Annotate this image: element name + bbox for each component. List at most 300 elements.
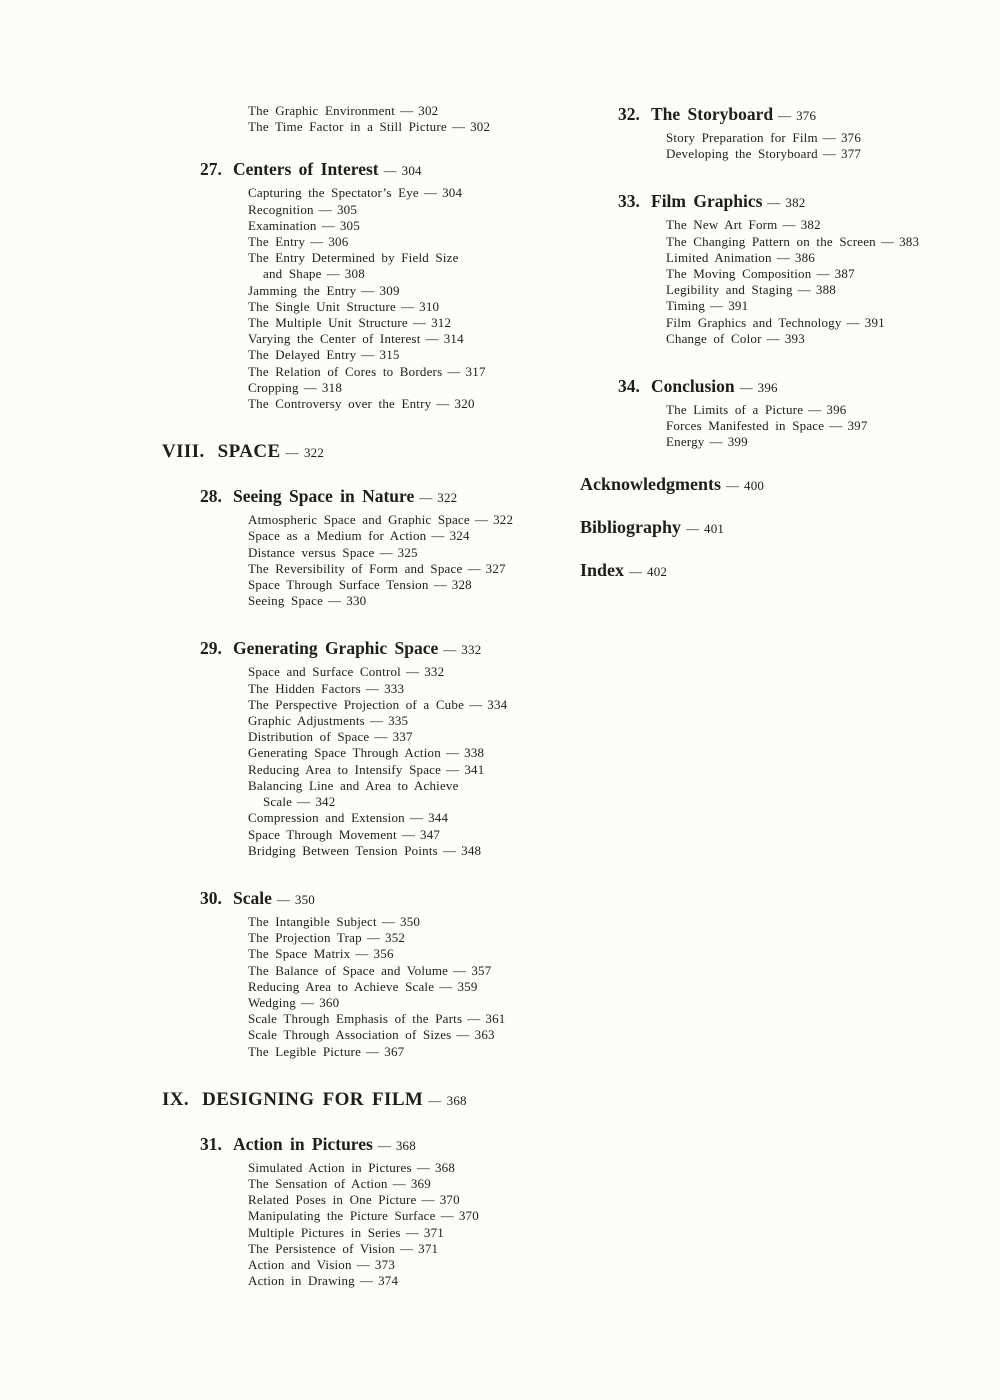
page-number: 377	[841, 146, 862, 162]
toc-subentry	[666, 217, 992, 233]
toc-subentry	[248, 1044, 567, 1060]
subentry-text: Reducing Area to Intensify Space	[248, 761, 442, 777]
em-dash: —	[326, 266, 340, 282]
subentry-text: Forces Manifested in Space	[666, 418, 825, 434]
toc-subentry-line	[248, 681, 567, 697]
toc-subentry	[248, 593, 567, 609]
toc-subentry-line	[248, 914, 567, 930]
toc-subentry-line	[248, 545, 567, 561]
toc-subentry	[666, 298, 992, 314]
toc-subentry-line	[248, 593, 567, 609]
subentry-text: Space Through Surface Tension	[248, 577, 429, 593]
chapter-number: 34.	[618, 376, 640, 397]
subentry-text: Change of Color	[666, 330, 762, 346]
toc-subentry-line	[248, 843, 567, 859]
page-number: 334	[487, 696, 508, 712]
toc-subentry	[248, 946, 567, 962]
toc-subentry-line	[248, 1241, 567, 1257]
chapter-title: Generating Graphic Space	[233, 638, 439, 659]
toc-subentry	[248, 681, 567, 697]
toc-subentry	[248, 380, 567, 396]
toc-subentry-line	[248, 664, 567, 680]
toc-subentry-line	[666, 331, 992, 347]
em-dash: —	[766, 330, 780, 346]
chapter-number: 33.	[618, 191, 640, 212]
em-dash: —	[383, 163, 397, 179]
page-number: 302	[470, 119, 491, 135]
toc-subentry-line	[248, 218, 567, 234]
toc-subentry	[248, 914, 567, 930]
toc-subentry	[248, 577, 567, 593]
chapter-number: 31.	[200, 1133, 222, 1154]
toc-chapter	[580, 103, 992, 162]
chapter-number: 28.	[200, 486, 222, 507]
toc-subentry-line	[248, 185, 567, 201]
toc-subentry-list	[248, 914, 567, 1060]
toc-subentry-line	[248, 810, 567, 826]
toc-subentry	[248, 729, 567, 745]
subentry-text: Legibility and Staging	[666, 282, 793, 298]
em-dash: —	[328, 593, 342, 609]
toc-subentry	[248, 299, 567, 315]
toc-subentry-line	[248, 979, 567, 995]
toc-column-right	[580, 103, 992, 583]
toc-subentry-line	[666, 282, 992, 298]
toc-subentry-line	[248, 561, 567, 577]
em-dash: —	[369, 713, 384, 729]
part-numeral: IX.	[162, 1088, 190, 1110]
em-dash: —	[629, 563, 643, 579]
subentry-text: The Relation of Cores to Borders	[248, 363, 443, 379]
subentry-text: Action and Vision	[248, 1256, 352, 1272]
page-number: 368	[434, 1159, 456, 1175]
toc-subentry	[248, 396, 567, 412]
subentry-text: Recognition	[248, 201, 314, 217]
subentry-text: Multiple Pictures in Series	[248, 1224, 401, 1240]
page-number: 318	[321, 379, 343, 395]
em-dash: —	[301, 994, 315, 1010]
toc-subentry-line	[248, 827, 567, 843]
subentry-text: The Limits of a Picture	[666, 402, 804, 418]
em-dash: —	[469, 696, 483, 712]
backmatter-title: Bibliography	[580, 516, 682, 537]
subentry-text: The Balance of Space and Volume	[248, 962, 449, 978]
toc-subentry-line	[248, 963, 567, 979]
toc-subentry-line	[248, 745, 567, 761]
em-dash: —	[379, 544, 393, 560]
toc-subentry	[248, 202, 567, 218]
toc-subentry-list	[666, 402, 992, 451]
toc-subentry	[248, 1241, 567, 1257]
page-number: 369	[410, 1175, 431, 1191]
em-dash: —	[453, 962, 467, 978]
toc-chapter-heading	[200, 1133, 567, 1157]
subentry-text: Distance versus Space	[248, 544, 375, 560]
toc-subentry-line	[248, 729, 567, 745]
toc-subentry-line	[666, 146, 992, 162]
em-dash: —	[392, 1175, 406, 1191]
em-dash: —	[400, 298, 415, 314]
toc-subentry	[666, 250, 992, 266]
toc-subentry-line	[248, 1176, 567, 1192]
subentry-text: The Legible Picture	[248, 1043, 362, 1059]
page-number: 399	[727, 434, 748, 450]
page-number: 325	[397, 544, 418, 560]
toc-subentry-list	[248, 512, 567, 609]
toc-subentry	[248, 315, 567, 331]
toc-subentry-line	[248, 202, 567, 218]
page-number: 370	[458, 1208, 479, 1224]
page-number: 401	[704, 520, 725, 536]
toc-subentry	[248, 119, 567, 135]
page-number: 397	[847, 418, 868, 434]
chapter-number: 32.	[618, 104, 640, 124]
em-dash: —	[303, 379, 317, 395]
toc-subentry-line	[248, 250, 567, 266]
em-dash: —	[709, 434, 723, 450]
subentry-text: Manipulating the Picture Surface	[248, 1208, 436, 1224]
page-number: 368	[446, 1092, 467, 1108]
toc-subentry-line	[248, 1257, 567, 1273]
page-number: 309	[379, 282, 400, 298]
toc-chapter-heading	[618, 375, 992, 399]
subentry-text: The Intangible Subject	[248, 913, 377, 929]
page-number: 386	[794, 249, 816, 265]
subentry-text: Space and Surface Control	[248, 664, 401, 680]
toc-subentry-line	[248, 1011, 567, 1027]
subentry-text: Scale Through Emphasis of the Parts	[248, 1011, 463, 1027]
toc-subentry	[248, 1027, 567, 1043]
backmatter-title: Index	[580, 559, 625, 580]
toc-subentry-line	[248, 315, 567, 331]
toc-subentry-line	[248, 794, 567, 810]
page-number: 350	[400, 913, 421, 929]
toc-subentry	[666, 282, 992, 298]
toc-part	[162, 440, 567, 465]
toc-subentry-line	[248, 283, 567, 299]
subentry-text: Generating Space Through Action	[248, 745, 441, 761]
part-title: SPACE	[217, 441, 281, 463]
subentry-text: Balancing Line and Area to Achieve	[248, 777, 459, 793]
toc-chapter	[162, 887, 567, 1060]
toc-subentry	[248, 979, 567, 995]
subentry-text: Cropping	[248, 379, 299, 395]
subentry-text: The Controversy over the Entry	[248, 396, 432, 412]
page-number: 335	[388, 713, 409, 729]
em-dash: —	[442, 842, 457, 858]
subentry-text: The Sensation of Action	[248, 1175, 388, 1191]
toc-subentry-line	[248, 380, 567, 396]
page-number: 360	[319, 994, 340, 1010]
page-number: 322	[437, 490, 458, 506]
em-dash: —	[467, 1011, 481, 1027]
toc-chapter	[162, 485, 567, 609]
page-number: 368	[395, 1137, 416, 1153]
page-number: 327	[485, 560, 506, 576]
subentry-text: and Shape	[263, 266, 322, 282]
subentry-text: The Entry	[248, 234, 306, 250]
page-number: 388	[815, 282, 836, 298]
subentry-text: Simulated Action in Pictures	[248, 1159, 412, 1175]
em-dash: —	[467, 560, 481, 576]
subentry-text: Reducing Area to Achieve Scale	[248, 978, 435, 994]
toc-part	[162, 1088, 567, 1113]
toc-subentry-line	[248, 762, 567, 778]
subentry-text: Space as a Medium for Action	[248, 528, 427, 544]
toc-part-heading	[162, 1088, 567, 1113]
toc-chapter	[162, 637, 567, 858]
toc-subentry-line	[666, 402, 992, 418]
em-dash: —	[436, 396, 450, 412]
em-dash: —	[356, 1256, 370, 1272]
toc-subentry-line	[666, 418, 992, 434]
toc-subentry	[248, 528, 567, 544]
page-number: 341	[464, 761, 485, 777]
subentry-text: Compression and Extension	[248, 810, 405, 826]
chapter-title: Action in Pictures	[233, 1133, 373, 1154]
em-dash: —	[797, 282, 811, 298]
toc-subentry-line	[248, 103, 567, 119]
toc-chapter-heading	[200, 887, 567, 911]
subentry-text: The New Art Form	[666, 217, 778, 233]
toc-subentry	[248, 963, 567, 979]
page-number: 376	[840, 130, 862, 145]
toc-chapter	[580, 375, 992, 451]
toc-subentry	[248, 561, 567, 577]
page-number: 352	[385, 930, 406, 946]
toc-subentry	[248, 1273, 567, 1289]
toc-subentry-list	[248, 664, 567, 858]
toc-subentry-line	[666, 250, 992, 266]
em-dash: —	[739, 380, 753, 396]
em-dash: —	[451, 119, 466, 135]
toc-backmatter-entry	[580, 516, 992, 540]
toc-backmatter-heading	[580, 559, 992, 583]
toc-subentry-line	[248, 364, 567, 380]
em-dash: —	[321, 217, 335, 233]
page-number: 370	[439, 1192, 460, 1208]
em-dash: —	[776, 249, 790, 265]
em-dash: —	[686, 520, 700, 536]
subentry-text: The Moving Composition	[666, 266, 812, 282]
toc-subentry	[248, 930, 567, 946]
page-number: 382	[785, 195, 806, 211]
page-number: 322	[493, 512, 514, 528]
page-number: 350	[294, 891, 315, 907]
page-number: 308	[344, 266, 365, 282]
em-dash: —	[361, 282, 375, 298]
toc-subentry-line	[248, 347, 567, 363]
page-number: 382	[800, 217, 821, 233]
toc-chapter-heading	[200, 637, 567, 661]
page-number: 315	[379, 347, 400, 363]
toc-subentry-line	[248, 1273, 567, 1289]
em-dash: —	[446, 761, 460, 777]
em-dash: —	[822, 130, 836, 145]
page-number: 302	[418, 103, 439, 118]
subentry-text: The Projection Trap	[248, 930, 362, 946]
em-dash: —	[423, 185, 438, 201]
toc-subentry	[248, 250, 567, 282]
subentry-text: Varying the Center of Interest	[248, 331, 421, 347]
toc-subentry	[248, 995, 567, 1011]
em-dash: —	[401, 826, 416, 842]
toc-subentry	[666, 418, 992, 434]
toc-chapter-heading	[200, 485, 567, 509]
em-dash: —	[355, 946, 369, 962]
em-dash: —	[710, 298, 724, 314]
em-dash: —	[409, 810, 424, 826]
toc-subentry	[666, 402, 992, 418]
subentry-text: Distribution of Space	[248, 729, 370, 745]
em-dash: —	[421, 1192, 435, 1208]
page-number: 342	[315, 794, 336, 810]
subentry-text: Story Preparation for Film	[666, 130, 818, 145]
page-number: 376	[796, 108, 817, 123]
page-number: 348	[461, 842, 482, 858]
subentry-text: Graphic Adjustments	[248, 713, 365, 729]
toc-backmatter-heading	[580, 473, 992, 497]
chapter-number: 27.	[200, 159, 222, 180]
em-dash: —	[310, 234, 324, 250]
page-number: 310	[419, 298, 440, 314]
em-dash: —	[846, 314, 860, 330]
em-dash: —	[405, 1224, 419, 1240]
toc-column-left	[162, 103, 567, 1289]
subentry-text: Wedging	[248, 994, 297, 1010]
toc-subentry-line	[248, 577, 567, 593]
page-number: 391	[728, 298, 749, 314]
toc-subentry	[248, 1176, 567, 1192]
chapter-title: The Storyboard	[651, 104, 774, 124]
em-dash: —	[318, 201, 332, 217]
em-dash: —	[374, 729, 388, 745]
toc-backmatter-entry	[580, 559, 992, 583]
toc-subentry-line	[248, 713, 567, 729]
em-dash: —	[425, 331, 439, 347]
em-dash: —	[726, 477, 740, 493]
toc-subentry	[248, 185, 567, 201]
toc-subentry-line	[248, 930, 567, 946]
em-dash: —	[782, 217, 796, 233]
subentry-text: The Time Factor in a Still Picture	[248, 119, 447, 135]
em-dash: —	[433, 577, 447, 593]
page-number: 367	[384, 1043, 405, 1059]
subentry-text: The Perspective Projection of a Cube	[248, 696, 465, 712]
em-dash: —	[439, 978, 453, 994]
toc-subentry-line	[248, 234, 567, 250]
toc-subentry-line	[666, 266, 992, 282]
toc-subentry-line	[248, 1225, 567, 1241]
toc-subentry-list	[666, 217, 992, 347]
subentry-text: Limited Animation	[666, 249, 772, 265]
em-dash: —	[285, 445, 299, 461]
toc-subentry-list	[248, 185, 567, 412]
toc-chapter	[162, 1133, 567, 1290]
em-dash: —	[400, 103, 414, 118]
page-number: 387	[834, 266, 855, 282]
page-number: 304	[442, 185, 463, 201]
toc-subentry	[666, 331, 992, 347]
subentry-text: The Delayed Entry	[248, 347, 357, 363]
page-number: 356	[373, 946, 394, 962]
page-number: 328	[451, 577, 472, 593]
toc-subentry	[248, 713, 567, 729]
toc-subentry	[248, 331, 567, 347]
em-dash: —	[419, 490, 433, 506]
em-dash: —	[440, 1208, 454, 1224]
toc-subentry	[248, 810, 567, 826]
page-number: 337	[392, 729, 413, 745]
page-number: 344	[428, 810, 449, 826]
toc-subentry	[666, 130, 992, 146]
em-dash: —	[365, 680, 380, 696]
page-number: 393	[784, 330, 805, 346]
subentry-text: Seeing Space	[248, 593, 324, 609]
toc-subentry-line	[248, 946, 567, 962]
em-dash: —	[767, 195, 781, 211]
subentry-text: Atmospheric Space and Graphic Space	[248, 512, 470, 528]
page-number: 374	[378, 1273, 399, 1289]
toc-subentry	[248, 1160, 567, 1176]
page-number: 304	[401, 163, 422, 179]
subentry-text: Jamming the Entry	[248, 282, 357, 298]
page-number: 330	[346, 593, 367, 609]
em-dash: —	[412, 315, 427, 331]
toc-subentry	[248, 1225, 567, 1241]
toc-subentry	[248, 512, 567, 528]
toc-subentry-line	[248, 396, 567, 412]
page-number: 332	[424, 664, 445, 680]
subentry-text: The Entry Determined by Field Size	[248, 250, 459, 266]
toc-backmatter-heading	[580, 516, 992, 540]
toc-subentry	[248, 545, 567, 561]
toc-chapter	[162, 158, 567, 412]
toc-chapter-heading	[200, 158, 567, 182]
subentry-text: Developing the Storyboard	[666, 146, 818, 162]
page-number: 357	[471, 962, 492, 978]
chapter-title: Seeing Space in Nature	[233, 486, 415, 507]
em-dash: —	[399, 1240, 414, 1256]
page-number: 322	[303, 445, 325, 461]
subentry-text: Space Through Movement	[248, 826, 397, 842]
page-number: 383	[899, 233, 920, 249]
toc-subentry-line	[248, 995, 567, 1011]
chapter-title: Centers of Interest	[233, 159, 379, 180]
page-number: 347	[420, 826, 441, 842]
toc-subentry-line	[248, 1160, 567, 1176]
page-number: 371	[423, 1224, 445, 1240]
subentry-text: Energy	[666, 434, 705, 450]
toc-subentry	[248, 745, 567, 761]
toc-subentry-line	[248, 331, 567, 347]
toc-chapter-heading	[618, 190, 992, 214]
toc-subentry	[248, 364, 567, 380]
em-dash: —	[381, 913, 396, 929]
subentry-text: Film Graphics and Technology	[666, 314, 842, 330]
em-dash: —	[361, 347, 375, 363]
toc-subentry-line	[248, 528, 567, 544]
toc-subentry	[248, 762, 567, 778]
chapter-number: 30.	[200, 887, 222, 908]
toc-backmatter-entry	[580, 473, 992, 497]
toc-subentry-line	[248, 778, 567, 794]
page-number: 314	[443, 331, 464, 347]
toc-subentry	[248, 827, 567, 843]
em-dash: —	[359, 1273, 374, 1289]
toc-subentry-line	[248, 266, 567, 282]
subentry-text: Scale	[263, 794, 293, 810]
